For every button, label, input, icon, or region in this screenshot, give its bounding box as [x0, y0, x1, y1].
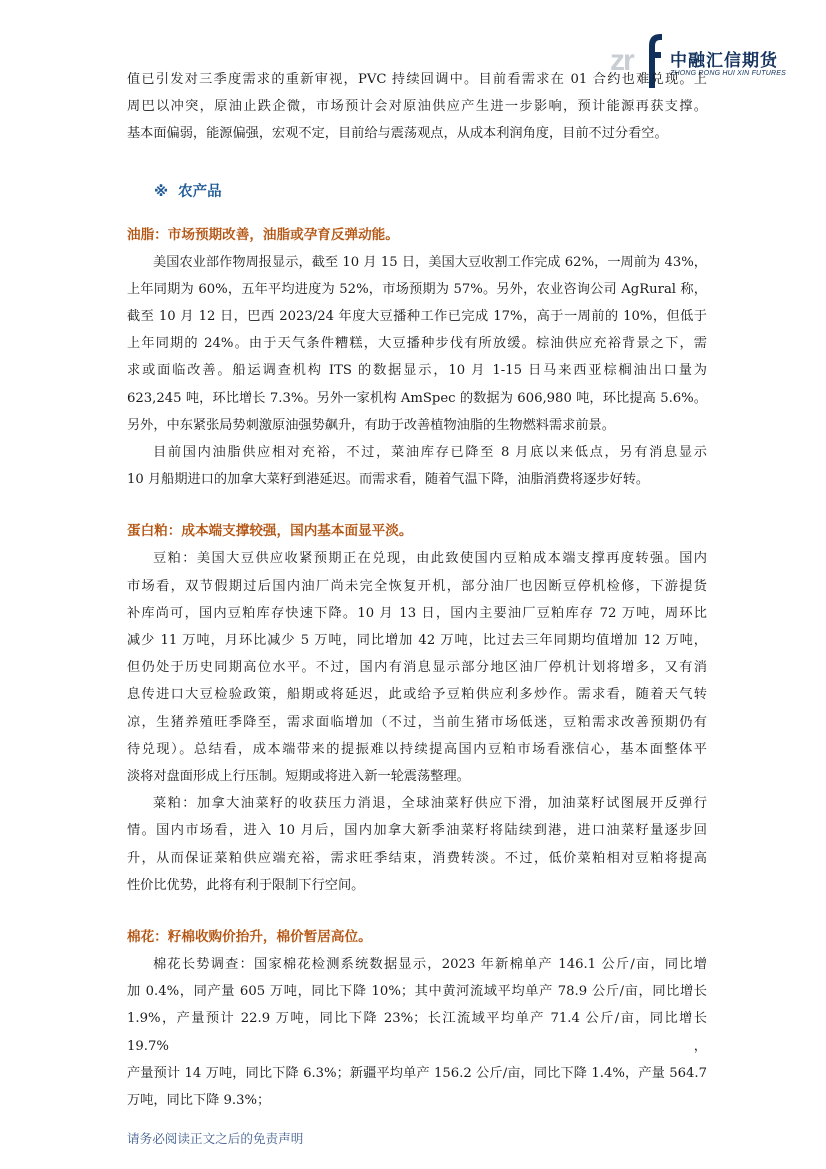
paragraph-cotton — [127, 951, 707, 1114]
text-line: 待兑现）。总结看，成本端带来的提振难以持续提高国内豆粕市场看涨信心，基本面整体平 — [127, 741, 707, 757]
logo-chinese-name: 中融汇信期货 — [670, 51, 778, 71]
text-line: 减少 11 万吨，月环比减少 5 万吨，同比增加 42 万吨，比过去三年同期均值增加 12 万吨， — [127, 633, 707, 649]
text-line: 加 0.4%，同产量 605 万吨，同比下降 10%；其中黄河流域平均单产 78.9 公斤/亩，同比增长 — [127, 984, 707, 1000]
text-line: 上年同期为 60%，五年平均进度为 52%，市场预期为 57%。另外，农业咨询公司 AgRural 称， — [127, 281, 707, 297]
text-line: 美国农业部作物周报显示，截至 10 月 15 日，美国大豆收割工作完成 62%，一周前为 43%， — [153, 254, 707, 270]
disclaimer-footer: 请务必阅读正文之后的免责声明 — [127, 1131, 304, 1146]
text-line: 上年同期的 24%。由于天气条件糟糕，大豆播种步伐有所放缓。棕油供应充裕背景之下，需 — [127, 336, 707, 352]
report-body — [127, 66, 707, 1114]
paragraph-oils-2 — [127, 439, 707, 493]
text-line: 豆粕：美国大豆供应收紧预期正在兑现，由此致使国内豆粕成本端支撑再度转强。国内 — [153, 551, 707, 567]
text-line: 凉，生猪养殖旺季降至，需求面临增加（不过，当前生猪市场低迷，豆粕需求改善预期仍有 — [127, 714, 707, 730]
text-line: 升，从而保证菜粕供应端充裕，需求旺季结束，消费转淡。不过，低价菜粕相对豆粕将提高 — [127, 850, 707, 866]
text-line: 产量预计 14 万吨，同比下降 6.3%；新疆平均单产 156.2 公斤/亩，同比下降 1.4%，产量 564.7 — [127, 1065, 707, 1081]
text-line: 目前国内油脂供应相对充裕，不过，菜油库存已降至 8 月底以来低点，另有消息显示 — [153, 445, 707, 461]
heading-protein-meal: 蛋白粕：成本端支撑较强，国内基本面显平淡。 — [127, 523, 413, 540]
text-line: 棉花长势调查：国家棉花检测系统数据显示，2023 年新棉单产 146.1 公斤/亩，同比增 — [153, 957, 707, 973]
text-line: 1.9%，产量预计 22.9 万吨，同比下降 23%；长江流域平均单产 71.4 公斤/亩，同比增长 19.7%， — [127, 1011, 707, 1054]
section-title-agriculture — [127, 177, 707, 207]
text-line: 息传进口大豆检验政策，船期或将延迟，此或给予豆粕供应利多炒作。需求看，随着天气转 — [127, 687, 707, 703]
text-line: 淡将对盘面形成上行压制。短期或将进入新一轮震荡整理。 — [127, 769, 470, 785]
paragraph-rapeseed-meal — [127, 790, 707, 899]
heading-cotton: 棉花：籽棉收购价抬升，棉价暂居高位。 — [127, 929, 372, 946]
text-line: 情。国内市场看，进入 10 月后，国内加拿大新季油菜籽将陆续到港，进口油菜籽量逐步回 — [127, 823, 707, 839]
section-title: 农产品 — [178, 183, 222, 200]
section-mark: ※ — [154, 183, 169, 200]
text-line: 但仍处于历史同期高位水平。不过，国内有消息显示部分地区油厂停机计划将增多，又有消 — [127, 660, 707, 676]
text-line: 市场看，双节假期过后国内油厂尚未完全恢复开机，部分油厂也因断豆停机检修，下游提货 — [127, 578, 707, 594]
intro-paragraph — [127, 66, 707, 148]
text-line: 另外，中东紧张局势刺激原油强势飙升，有助于改善植物油脂的生物燃料需求前景。 — [127, 417, 615, 433]
text-line: 623,245 吨，环比增长 7.3%。另外一家机构 AmSpec 的数据为 606,980 吨，环比提高 5.6%。 — [127, 390, 707, 406]
text-line: 菜粕：加拿大油菜籽的收获压力消退，全球油菜籽供应下滑，加油菜籽试图展开反弹行 — [153, 796, 707, 812]
text-line: 求或面临改善。船运调查机构 ITS 的数据显示，10 月 1-15 日马来西亚棕榈油出口量为 — [127, 363, 707, 379]
text-line: 10 月船期进口的加拿大菜籽到港延迟。而需求看，随着气温下降，油脂消费将逐步好转。 — [127, 472, 650, 488]
text-line: 基本面偏弱，能源偏强，宏观不定，目前给与震荡观点，从成本利润角度，目前不过分看空。 — [127, 126, 668, 142]
paragraph-soymeal — [127, 545, 707, 790]
text-line: 值已引发对三季度需求的重新审视，PVC 持续回调中。目前看需求在 01 合约也难兑现。上 — [127, 72, 707, 87]
text-line: 截至 10 月 12 日，巴西 2023/24 年度大豆播种工作已完成 17%，高于一周前的 10%，但低于 — [127, 309, 707, 325]
text-line: 万吨，同比下降 9.3%； — [127, 1093, 271, 1109]
paragraph-oils-1 — [127, 249, 707, 439]
logo-english-name: ZHONG RONG HUI XIN FUTURES — [670, 70, 787, 77]
heading-oils: 油脂：市场预期改善，油脂或孕育反弹动能。 — [127, 226, 399, 243]
text-line: 补库尚可，国内豆粕库存快速下降。10 月 13 日，国内主要油厂豆粕库存 72 万吨，周环比 — [127, 605, 707, 621]
logo-mark: zr — [610, 44, 633, 77]
text-line: 周巴以冲突，原油止跌企微，市场预计会对原油供应产生进一步影响，预计能源再获支撑。 — [127, 99, 707, 115]
text-line: 性价比优势，此将有利于限制下行空间。 — [127, 877, 365, 893]
